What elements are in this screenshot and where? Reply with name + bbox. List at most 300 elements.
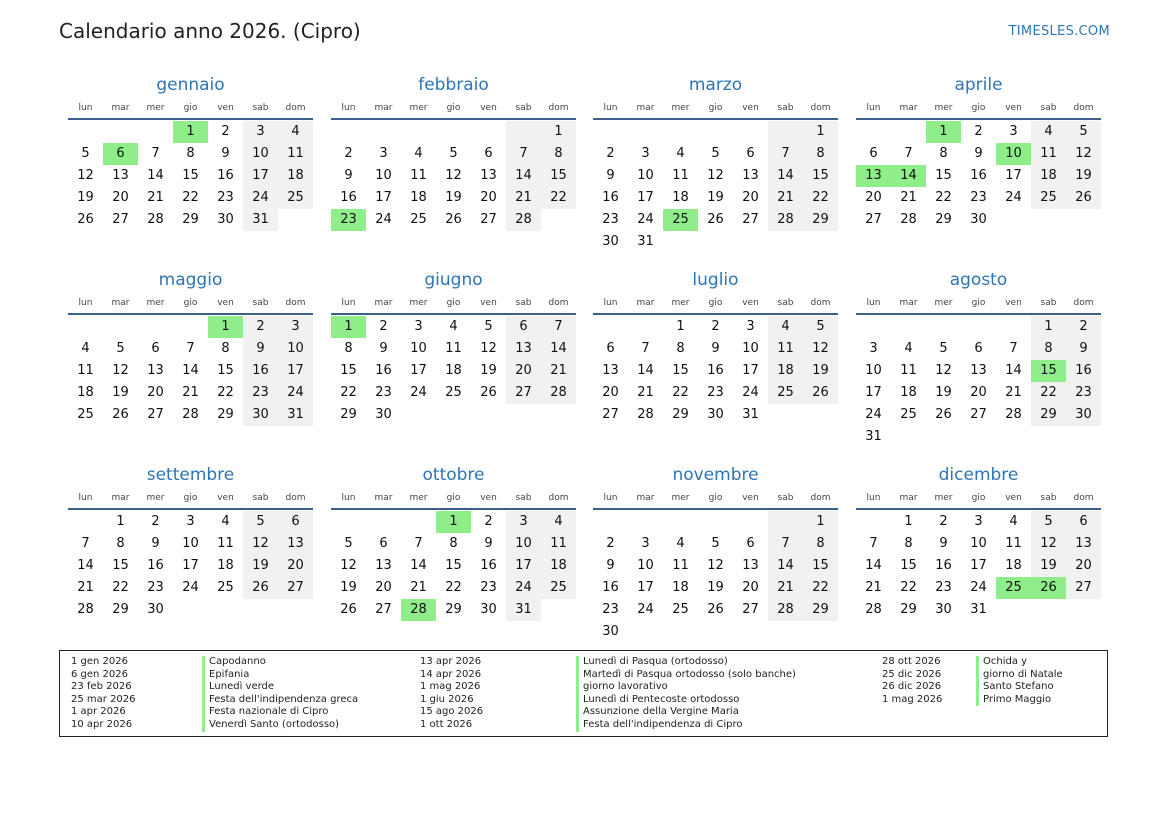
holiday-date: 1 apr 2026 xyxy=(71,706,126,718)
day-cell: 27 xyxy=(742,212,759,227)
day-cell: 9 xyxy=(221,146,230,161)
empty-cell xyxy=(768,511,803,533)
day-cell: 19 xyxy=(707,580,724,595)
holiday-day-cell: 25 xyxy=(996,577,1031,599)
month-title: agosto xyxy=(949,270,1008,290)
day-cell: 13 xyxy=(602,363,619,378)
day-cell: 8 xyxy=(939,146,948,161)
day-cell: 6 xyxy=(746,146,755,161)
day-cell: 16 xyxy=(707,363,724,378)
day-cell: 21 xyxy=(1005,385,1022,400)
day-cell: 20 xyxy=(742,190,759,205)
holiday-names-column-1 xyxy=(202,656,358,732)
empty-cell xyxy=(138,316,173,338)
day-cell: 21 xyxy=(77,580,94,595)
month-giugno xyxy=(331,269,576,426)
weekday-label: mer xyxy=(146,493,165,503)
header-divider xyxy=(68,313,313,315)
day-cell: 11 xyxy=(410,168,427,183)
day-cell: 8 xyxy=(116,536,125,551)
day-cell: 27 xyxy=(375,602,392,617)
weekday-header xyxy=(68,488,313,508)
day-cell: 4 xyxy=(81,341,90,356)
holiday-name: Festa dell'indipendenza di Cipro xyxy=(576,719,796,732)
month-title: gennaio xyxy=(156,75,225,95)
day-cell: 2 xyxy=(151,514,160,529)
day-cell: 25 xyxy=(445,385,462,400)
weekday-label: lun xyxy=(603,103,618,113)
month-febbraio xyxy=(331,74,576,231)
day-cell: 4 xyxy=(221,514,230,529)
weekday-label: ven xyxy=(1005,493,1022,503)
weekday-label: lun xyxy=(341,298,356,308)
day-cell: 13 xyxy=(742,168,759,183)
weekday-label: sab xyxy=(252,103,269,113)
day-cell: 2 xyxy=(711,319,720,334)
weekday-label: ven xyxy=(480,103,497,113)
day-cell: 24 xyxy=(243,187,278,209)
empty-cell xyxy=(68,316,103,338)
day-cell: 14 xyxy=(506,165,541,187)
day-cell: 2 xyxy=(1066,316,1101,338)
day-cell: 7 xyxy=(506,143,541,165)
day-cell: 2 xyxy=(344,146,353,161)
day-cell: 7 xyxy=(151,146,160,161)
day-cell: 3 xyxy=(243,121,278,143)
day-cell: 6 xyxy=(869,146,878,161)
day-cell: 15 xyxy=(112,558,129,573)
day-cell: 8 xyxy=(344,341,353,356)
weekday-label: mer xyxy=(671,493,690,503)
empty-cell xyxy=(961,316,996,338)
weekday-label: ven xyxy=(217,103,234,113)
day-cell: 28 xyxy=(900,212,917,227)
day-cell: 4 xyxy=(1031,121,1066,143)
day-cell: 2 xyxy=(939,514,948,529)
weekday-label: gio xyxy=(446,298,461,308)
day-cell: 4 xyxy=(541,511,576,533)
month-title: marzo xyxy=(688,75,743,95)
day-cell: 3 xyxy=(278,316,313,338)
day-cell: 21 xyxy=(900,190,917,205)
day-cell: 26 xyxy=(445,212,462,227)
empty-cell xyxy=(593,121,628,143)
empty-cell xyxy=(68,121,103,143)
weekday-label: gio xyxy=(971,103,986,113)
weekday-label: ven xyxy=(480,298,497,308)
weekday-header xyxy=(593,293,838,313)
day-cell: 24 xyxy=(182,580,199,595)
day-cell: 30 xyxy=(1066,404,1101,426)
header-divider xyxy=(68,508,313,510)
day-grid xyxy=(331,316,576,426)
day-cell: 11 xyxy=(672,168,689,183)
day-cell: 20 xyxy=(1066,555,1101,577)
day-cell: 27 xyxy=(480,212,497,227)
day-cell: 20 xyxy=(970,385,987,400)
holiday-date: 1 ott 2026 xyxy=(420,718,473,730)
day-grid xyxy=(331,511,576,621)
empty-cell xyxy=(768,404,803,426)
day-cell: 23 xyxy=(243,382,278,404)
day-cell: 15 xyxy=(541,165,576,187)
holiday-name: Ochida y xyxy=(976,656,1063,669)
holiday-date: 10 apr 2026 xyxy=(71,718,133,730)
holiday-name: giorno di Natale xyxy=(976,669,1063,682)
day-cell: 18 xyxy=(768,360,803,382)
day-cell: 3 xyxy=(186,514,195,529)
day-cell: 27 xyxy=(506,382,541,404)
weekday-label: mar xyxy=(374,298,393,308)
month-agosto xyxy=(856,269,1101,448)
day-cell: 5 xyxy=(711,146,720,161)
day-cell: 8 xyxy=(221,341,230,356)
empty-cell xyxy=(278,599,313,621)
day-cell: 12 xyxy=(243,533,278,555)
day-cell: 15 xyxy=(217,363,234,378)
weekday-label: dom xyxy=(810,298,831,308)
empty-cell xyxy=(698,511,733,533)
day-cell: 5 xyxy=(803,316,838,338)
day-cell: 18 xyxy=(672,190,689,205)
day-cell: 22 xyxy=(445,580,462,595)
empty-cell xyxy=(1031,426,1066,448)
weekday-label: lun xyxy=(341,493,356,503)
day-cell: 27 xyxy=(147,407,164,422)
day-cell: 23 xyxy=(935,580,952,595)
day-cell: 17 xyxy=(1005,168,1022,183)
day-cell: 29 xyxy=(112,602,129,617)
holiday-day-cell: 25 xyxy=(663,209,698,231)
day-cell: 10 xyxy=(506,533,541,555)
weekday-label: mer xyxy=(146,103,165,113)
day-cell: 5 xyxy=(484,319,493,334)
day-cell: 6 xyxy=(151,341,160,356)
day-cell: 17 xyxy=(637,580,654,595)
empty-cell xyxy=(996,316,1031,338)
day-cell: 26 xyxy=(1066,187,1101,209)
header-divider xyxy=(856,118,1101,120)
holiday-dates-column-1 xyxy=(71,656,136,732)
weekday-label: gio xyxy=(446,493,461,503)
day-cell: 13 xyxy=(147,363,164,378)
holiday-day-cell: 1 xyxy=(173,121,208,143)
day-cell: 16 xyxy=(935,558,952,573)
day-cell: 26 xyxy=(243,577,278,599)
day-cell: 18 xyxy=(77,385,94,400)
day-cell: 3 xyxy=(641,536,650,551)
weekday-label: lun xyxy=(866,103,881,113)
day-grid xyxy=(856,511,1101,621)
day-cell: 27 xyxy=(602,407,619,422)
empty-cell xyxy=(768,231,803,253)
day-cell: 10 xyxy=(182,536,199,551)
day-cell: 7 xyxy=(904,146,913,161)
holiday-name: Lunedì verde xyxy=(202,681,358,694)
day-cell: 10 xyxy=(243,143,278,165)
day-cell: 26 xyxy=(77,212,94,227)
day-cell: 4 xyxy=(414,146,423,161)
day-cell: 1 xyxy=(541,121,576,143)
day-cell: 15 xyxy=(445,558,462,573)
day-cell: 29 xyxy=(935,212,952,227)
empty-cell xyxy=(173,599,208,621)
day-cell: 11 xyxy=(672,558,689,573)
day-cell: 18 xyxy=(900,385,917,400)
weekday-label: lun xyxy=(603,493,618,503)
holiday-day-cell: 1 xyxy=(208,316,243,338)
day-cell: 19 xyxy=(340,580,357,595)
weekday-label: mer xyxy=(409,493,428,503)
day-cell: 1 xyxy=(1031,316,1066,338)
holiday-name: Primo Maggio xyxy=(976,694,1063,707)
holiday-dates-column-2 xyxy=(420,656,483,732)
empty-cell xyxy=(471,121,506,143)
weekday-label: mer xyxy=(146,298,165,308)
weekday-label: lun xyxy=(78,298,93,308)
day-cell: 16 xyxy=(375,363,392,378)
day-cell: 31 xyxy=(278,404,313,426)
day-cell: 12 xyxy=(480,341,497,356)
empty-cell xyxy=(593,316,628,338)
day-cell: 12 xyxy=(707,558,724,573)
month-settembre xyxy=(68,464,313,621)
day-cell: 22 xyxy=(541,187,576,209)
day-cell: 9 xyxy=(379,341,388,356)
day-cell: 21 xyxy=(768,577,803,599)
weekday-label: sab xyxy=(1040,493,1057,503)
day-cell: 8 xyxy=(541,143,576,165)
day-cell: 23 xyxy=(480,580,497,595)
day-cell: 25 xyxy=(278,187,313,209)
day-cell: 18 xyxy=(1031,165,1066,187)
day-cell: 7 xyxy=(768,143,803,165)
day-cell: 15 xyxy=(672,363,689,378)
day-cell: 6 xyxy=(506,316,541,338)
empty-cell xyxy=(961,426,996,448)
empty-cell xyxy=(803,231,838,253)
header-divider xyxy=(331,313,576,315)
holiday-day-cell: 6 xyxy=(103,143,138,165)
holiday-name: Venerdì Santo (ortodosso) xyxy=(202,719,358,732)
day-cell: 17 xyxy=(865,385,882,400)
day-cell: 25 xyxy=(900,407,917,422)
weekday-label: mar xyxy=(636,103,655,113)
day-cell: 21 xyxy=(182,385,199,400)
day-cell: 7 xyxy=(186,341,195,356)
day-cell: 31 xyxy=(506,599,541,621)
day-cell: 1 xyxy=(803,121,838,143)
weekday-label: mer xyxy=(934,493,953,503)
day-cell: 6 xyxy=(974,341,983,356)
day-cell: 4 xyxy=(449,319,458,334)
weekday-label: sab xyxy=(777,298,794,308)
empty-cell xyxy=(331,121,366,143)
weekday-label: sab xyxy=(777,103,794,113)
empty-cell xyxy=(506,121,541,143)
day-cell: 29 xyxy=(217,407,234,422)
weekday-label: mer xyxy=(934,103,953,113)
day-cell: 30 xyxy=(970,212,987,227)
empty-cell xyxy=(401,511,436,533)
day-cell: 15 xyxy=(182,168,199,183)
empty-cell xyxy=(541,404,576,426)
brand-link[interactable]: TIMESLES.COM xyxy=(1008,24,1110,39)
day-cell: 27 xyxy=(278,577,313,599)
day-cell: 8 xyxy=(186,146,195,161)
holiday-day-cell: 14 xyxy=(891,165,926,187)
day-cell: 11 xyxy=(278,143,313,165)
weekday-header xyxy=(856,488,1101,508)
day-cell: 30 xyxy=(935,602,952,617)
holiday-day-cell: 10 xyxy=(996,143,1031,165)
weekday-label: ven xyxy=(742,298,759,308)
weekday-label: dom xyxy=(548,493,569,503)
holiday-name: Festa nazionale di Cipro xyxy=(202,706,358,719)
day-cell: 14 xyxy=(637,363,654,378)
day-cell: 25 xyxy=(77,407,94,422)
day-cell: 23 xyxy=(707,385,724,400)
day-cell: 28 xyxy=(1005,407,1022,422)
day-cell: 20 xyxy=(506,360,541,382)
weekday-label: dom xyxy=(1073,103,1094,113)
empty-cell xyxy=(593,511,628,533)
day-cell: 12 xyxy=(112,363,129,378)
day-cell: 15 xyxy=(900,558,917,573)
empty-cell xyxy=(1031,209,1066,231)
day-cell: 9 xyxy=(151,536,160,551)
day-cell: 28 xyxy=(541,382,576,404)
day-cell: 4 xyxy=(768,316,803,338)
day-cell: 9 xyxy=(711,341,720,356)
day-cell: 19 xyxy=(77,190,94,205)
day-cell: 13 xyxy=(742,558,759,573)
day-cell: 25 xyxy=(410,212,427,227)
day-cell: 11 xyxy=(900,363,917,378)
day-cell: 29 xyxy=(672,407,689,422)
day-cell: 23 xyxy=(147,580,164,595)
empty-cell xyxy=(506,404,541,426)
weekday-label: mar xyxy=(636,493,655,503)
day-cell: 16 xyxy=(340,190,357,205)
day-cell: 4 xyxy=(1009,514,1018,529)
empty-cell xyxy=(803,621,838,643)
weekday-label: mar xyxy=(111,103,130,113)
weekday-header xyxy=(593,98,838,118)
day-cell: 20 xyxy=(480,190,497,205)
weekday-label: dom xyxy=(810,493,831,503)
holiday-date: 1 mag 2026 xyxy=(420,681,481,693)
day-cell: 25 xyxy=(768,382,803,404)
day-cell: 9 xyxy=(1066,338,1101,360)
empty-cell xyxy=(663,231,698,253)
day-cell: 18 xyxy=(410,190,427,205)
day-cell: 24 xyxy=(1005,190,1022,205)
day-cell: 7 xyxy=(414,536,423,551)
day-cell: 19 xyxy=(707,190,724,205)
day-cell: 9 xyxy=(344,168,353,183)
weekday-label: lun xyxy=(866,493,881,503)
holiday-date: 26 dic 2026 xyxy=(882,681,942,693)
day-cell: 6 xyxy=(1066,511,1101,533)
day-cell: 24 xyxy=(375,212,392,227)
day-cell: 3 xyxy=(746,319,755,334)
day-cell: 23 xyxy=(1066,382,1101,404)
day-cell: 17 xyxy=(506,555,541,577)
day-cell: 15 xyxy=(340,363,357,378)
day-cell: 30 xyxy=(480,602,497,617)
empty-cell xyxy=(103,121,138,143)
weekday-label: mar xyxy=(111,298,130,308)
day-cell: 16 xyxy=(970,168,987,183)
day-cell: 16 xyxy=(1066,360,1101,382)
day-cell: 22 xyxy=(112,580,129,595)
holiday-dates-column-3 xyxy=(882,656,942,706)
holiday-date: 28 ott 2026 xyxy=(882,656,941,667)
holiday-day-cell: 1 xyxy=(331,316,366,338)
day-cell: 17 xyxy=(243,165,278,187)
weekday-label: dom xyxy=(810,103,831,113)
day-cell: 7 xyxy=(641,341,650,356)
day-cell: 11 xyxy=(768,338,803,360)
empty-cell xyxy=(628,511,663,533)
day-cell: 11 xyxy=(445,341,462,356)
day-cell: 22 xyxy=(1031,382,1066,404)
weekday-header xyxy=(331,293,576,313)
empty-cell xyxy=(471,404,506,426)
empty-cell xyxy=(208,599,243,621)
day-cell: 16 xyxy=(480,558,497,573)
day-cell: 18 xyxy=(1005,558,1022,573)
day-cell: 19 xyxy=(445,190,462,205)
day-cell: 21 xyxy=(147,190,164,205)
empty-cell xyxy=(926,316,961,338)
empty-cell xyxy=(733,621,768,643)
empty-cell xyxy=(1031,599,1066,621)
month-title: novembre xyxy=(672,465,759,485)
day-cell: 31 xyxy=(243,209,278,231)
day-cell: 20 xyxy=(147,385,164,400)
weekday-label: gio xyxy=(971,298,986,308)
day-cell: 29 xyxy=(803,209,838,231)
month-aprile xyxy=(856,74,1101,231)
weekday-label: gio xyxy=(971,493,986,503)
holiday-names-column-2 xyxy=(576,656,796,732)
day-cell: 31 xyxy=(742,407,759,422)
day-cell: 17 xyxy=(375,190,392,205)
day-cell: 7 xyxy=(768,533,803,555)
weekday-label: gio xyxy=(183,103,198,113)
empty-cell xyxy=(436,404,471,426)
day-cell: 5 xyxy=(1031,511,1066,533)
day-cell: 23 xyxy=(602,602,619,617)
day-cell: 5 xyxy=(1066,121,1101,143)
day-cell: 3 xyxy=(506,511,541,533)
month-novembre xyxy=(593,464,838,643)
day-cell: 27 xyxy=(970,407,987,422)
day-grid xyxy=(68,316,313,426)
day-cell: 9 xyxy=(939,536,948,551)
month-ottobre xyxy=(331,464,576,621)
empty-cell xyxy=(541,599,576,621)
empty-cell xyxy=(103,316,138,338)
weekday-label: lun xyxy=(341,103,356,113)
day-cell: 10 xyxy=(742,341,759,356)
header-divider xyxy=(593,313,838,315)
day-cell: 19 xyxy=(112,385,129,400)
holiday-name: Assunzione della Vergine Maria xyxy=(576,706,796,719)
day-cell: 8 xyxy=(1031,338,1066,360)
